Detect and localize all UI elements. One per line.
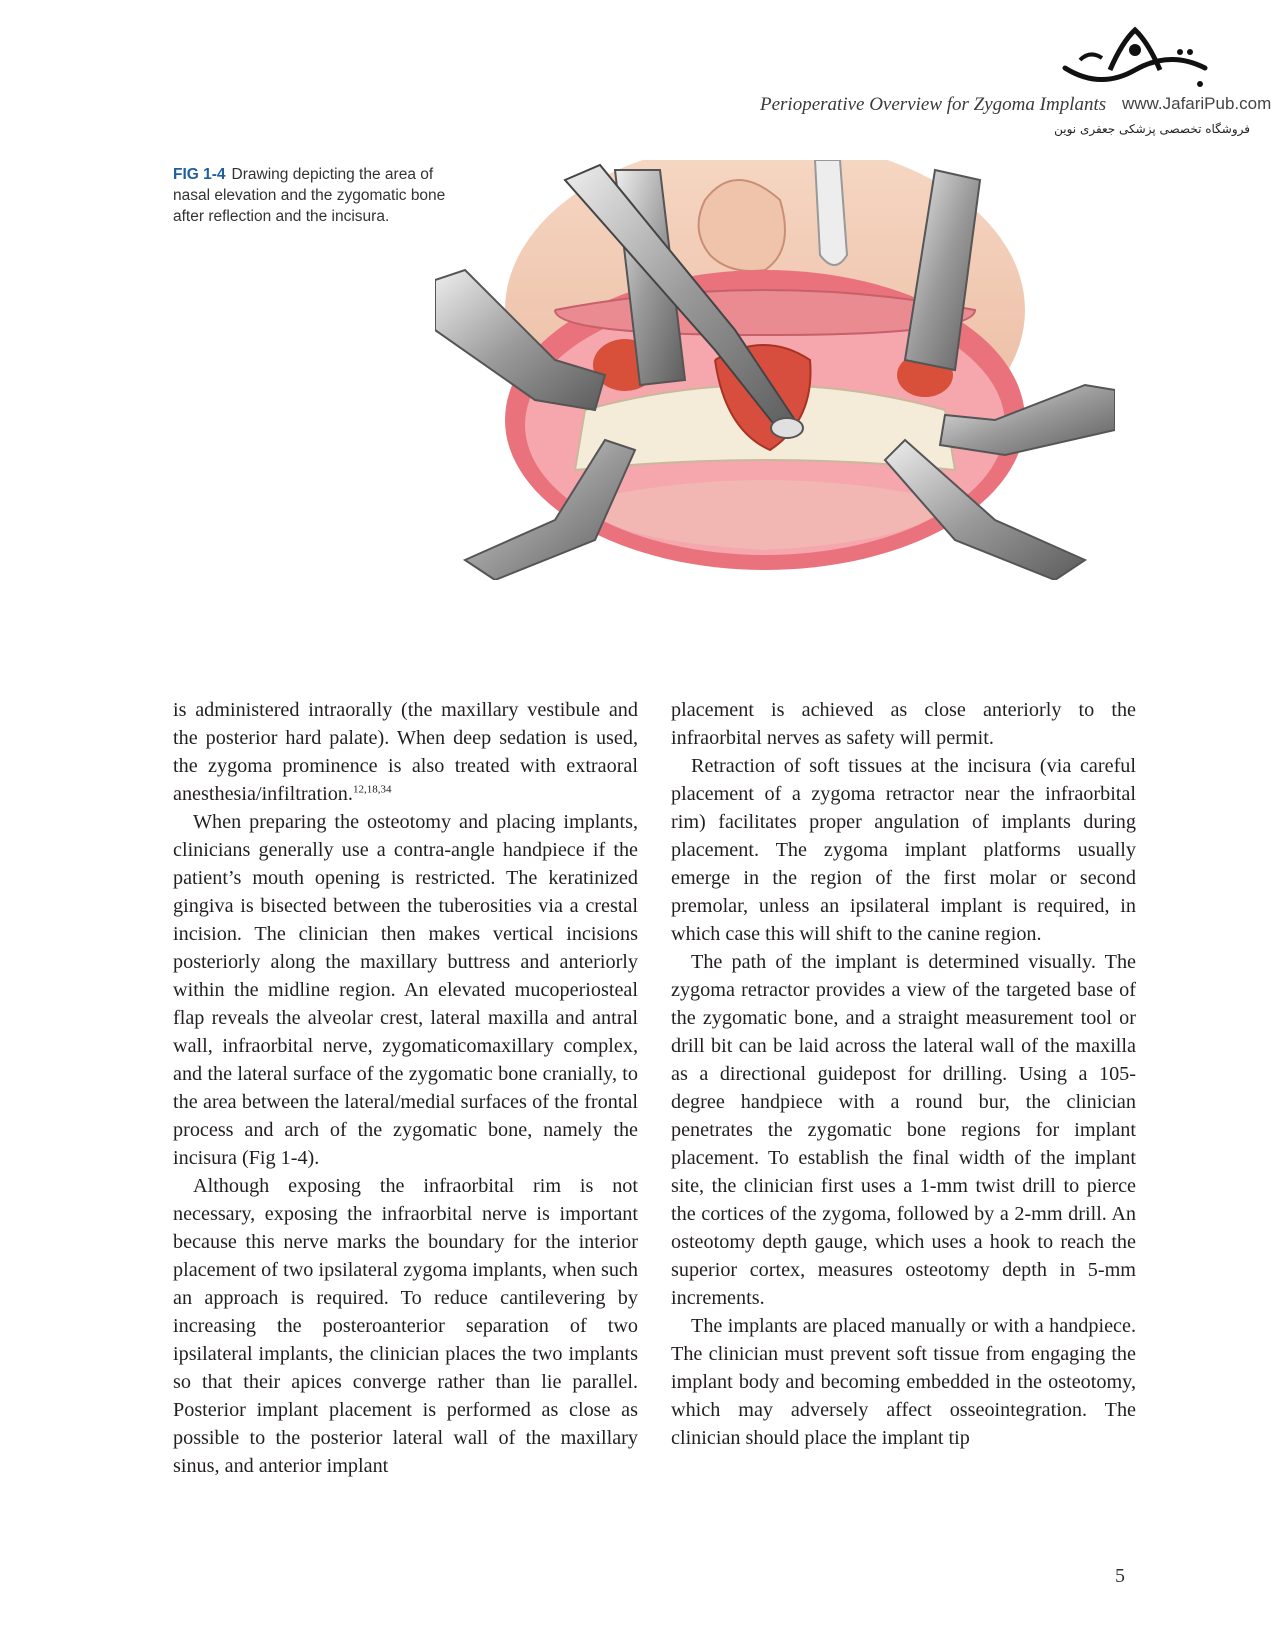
figure-label: FIG 1-4 xyxy=(173,166,226,183)
surgical-illustration xyxy=(435,160,1115,580)
page-number: 5 xyxy=(1115,1565,1125,1587)
calligraphy-logo-icon xyxy=(1060,20,1210,92)
logo-tagline: فروشگاه تخصصی پزشکی جعفری نوین xyxy=(1054,122,1250,136)
paragraph-text: is administered intraorally (the maxillary vestibule and the posterior hard palate). When deep sedation is used, the zygoma prominence is also treated with extraoral anesthesia/infiltration. xyxy=(173,699,638,805)
figure-caption-text: Drawing depicting the area of nasal elevation and the zygomatic bone after reflection and the incisura. xyxy=(173,166,446,225)
figure-caption xyxy=(173,164,453,227)
logo-url: www.JafariPub.com xyxy=(1122,94,1272,113)
paragraph: Although exposing the infraorbital rim is not necessary, exposing the infraorbital nerve is important because this nerve marks the boundary for the interior placement of two ipsilateral zygoma implants, when such an approach is required. To reduce cantilevering by increasing the posteroanterior separation of two ipsilateral implants, the clinician places the two implants so that their apices converge rather than lie parallel. Posterior implant placement is performed as close as possible to the posterior lateral wall of the maxillary sinus, and anterior implant xyxy=(173,1175,638,1477)
reference-superscript: 12,18,34 xyxy=(352,783,392,796)
paragraph: Retraction of soft tissues at the incisura (via careful placement of a zygoma retractor near the infraorbital rim) facilitates proper angulation of implants during placement. The zygoma implant platforms usually emerge in the region of the first molar or second premolar, unless an ipsilateral implant is required, in which case this will shift to the canine region. xyxy=(671,755,1136,945)
surgical-illustration-icon xyxy=(435,160,1115,580)
text-column-left xyxy=(173,696,638,1480)
paragraph: The implants are placed manually or with a handpiece. The clinician must prevent soft tissue from engaging the implant body and becoming embedded in the osteotomy, which may adversely affect osseointegration. The clinician should place the implant tip xyxy=(671,1315,1136,1449)
paragraph: placement is achieved as close anteriorly to the infraorbital nerves as safety will permit. xyxy=(671,699,1136,749)
paragraph: When preparing the osteotomy and placing implants, clinicians generally use a contra-angle handpiece if the patient’s mouth opening is restricted. The keratinized gingiva is bisected between the tuberosities via a crestal incision. The clinician then makes vertical incisions posteriorly along the maxillary buttress and anteriorly within the midline region. An elevated mucoperiosteal flap reveals the alveolar crest, lateral maxilla and antral wall, infraorbital nerve, zygomaticomaxillary complex, and the lateral surface of the zygomatic bone cranially, to the area between the lateral/medial surfaces of the frontal process and arch of the zygomatic bone, namely the incisura (Fig 1-4). xyxy=(173,811,638,1169)
paragraph: The path of the implant is determined visually. The zygoma retractor provides a view of the targeted base of the zygomatic bone, and a straight measurement tool or drill bit can be laid across the lateral wall of the maxilla as a directional guidepost for drilling. Using a 105-degree handpiece with a round bur, the clinician penetrates the zygomatic bone regions for implant placement. To establish the final width of the implant site, the clinician first uses a 1-mm twist drill to pierce the cortices of the zygoma, followed by a 2-mm drill. An osteotomy depth gauge, which uses a hook to reach the superior cortex, measures osteotomy depth in 5-mm increments. xyxy=(671,951,1136,1309)
paragraph xyxy=(173,696,638,808)
text-column-right xyxy=(671,696,1136,1452)
publisher-logo xyxy=(1040,20,1272,140)
running-header-title: Perioperative Overview for Zygoma Implants xyxy=(760,94,1107,115)
